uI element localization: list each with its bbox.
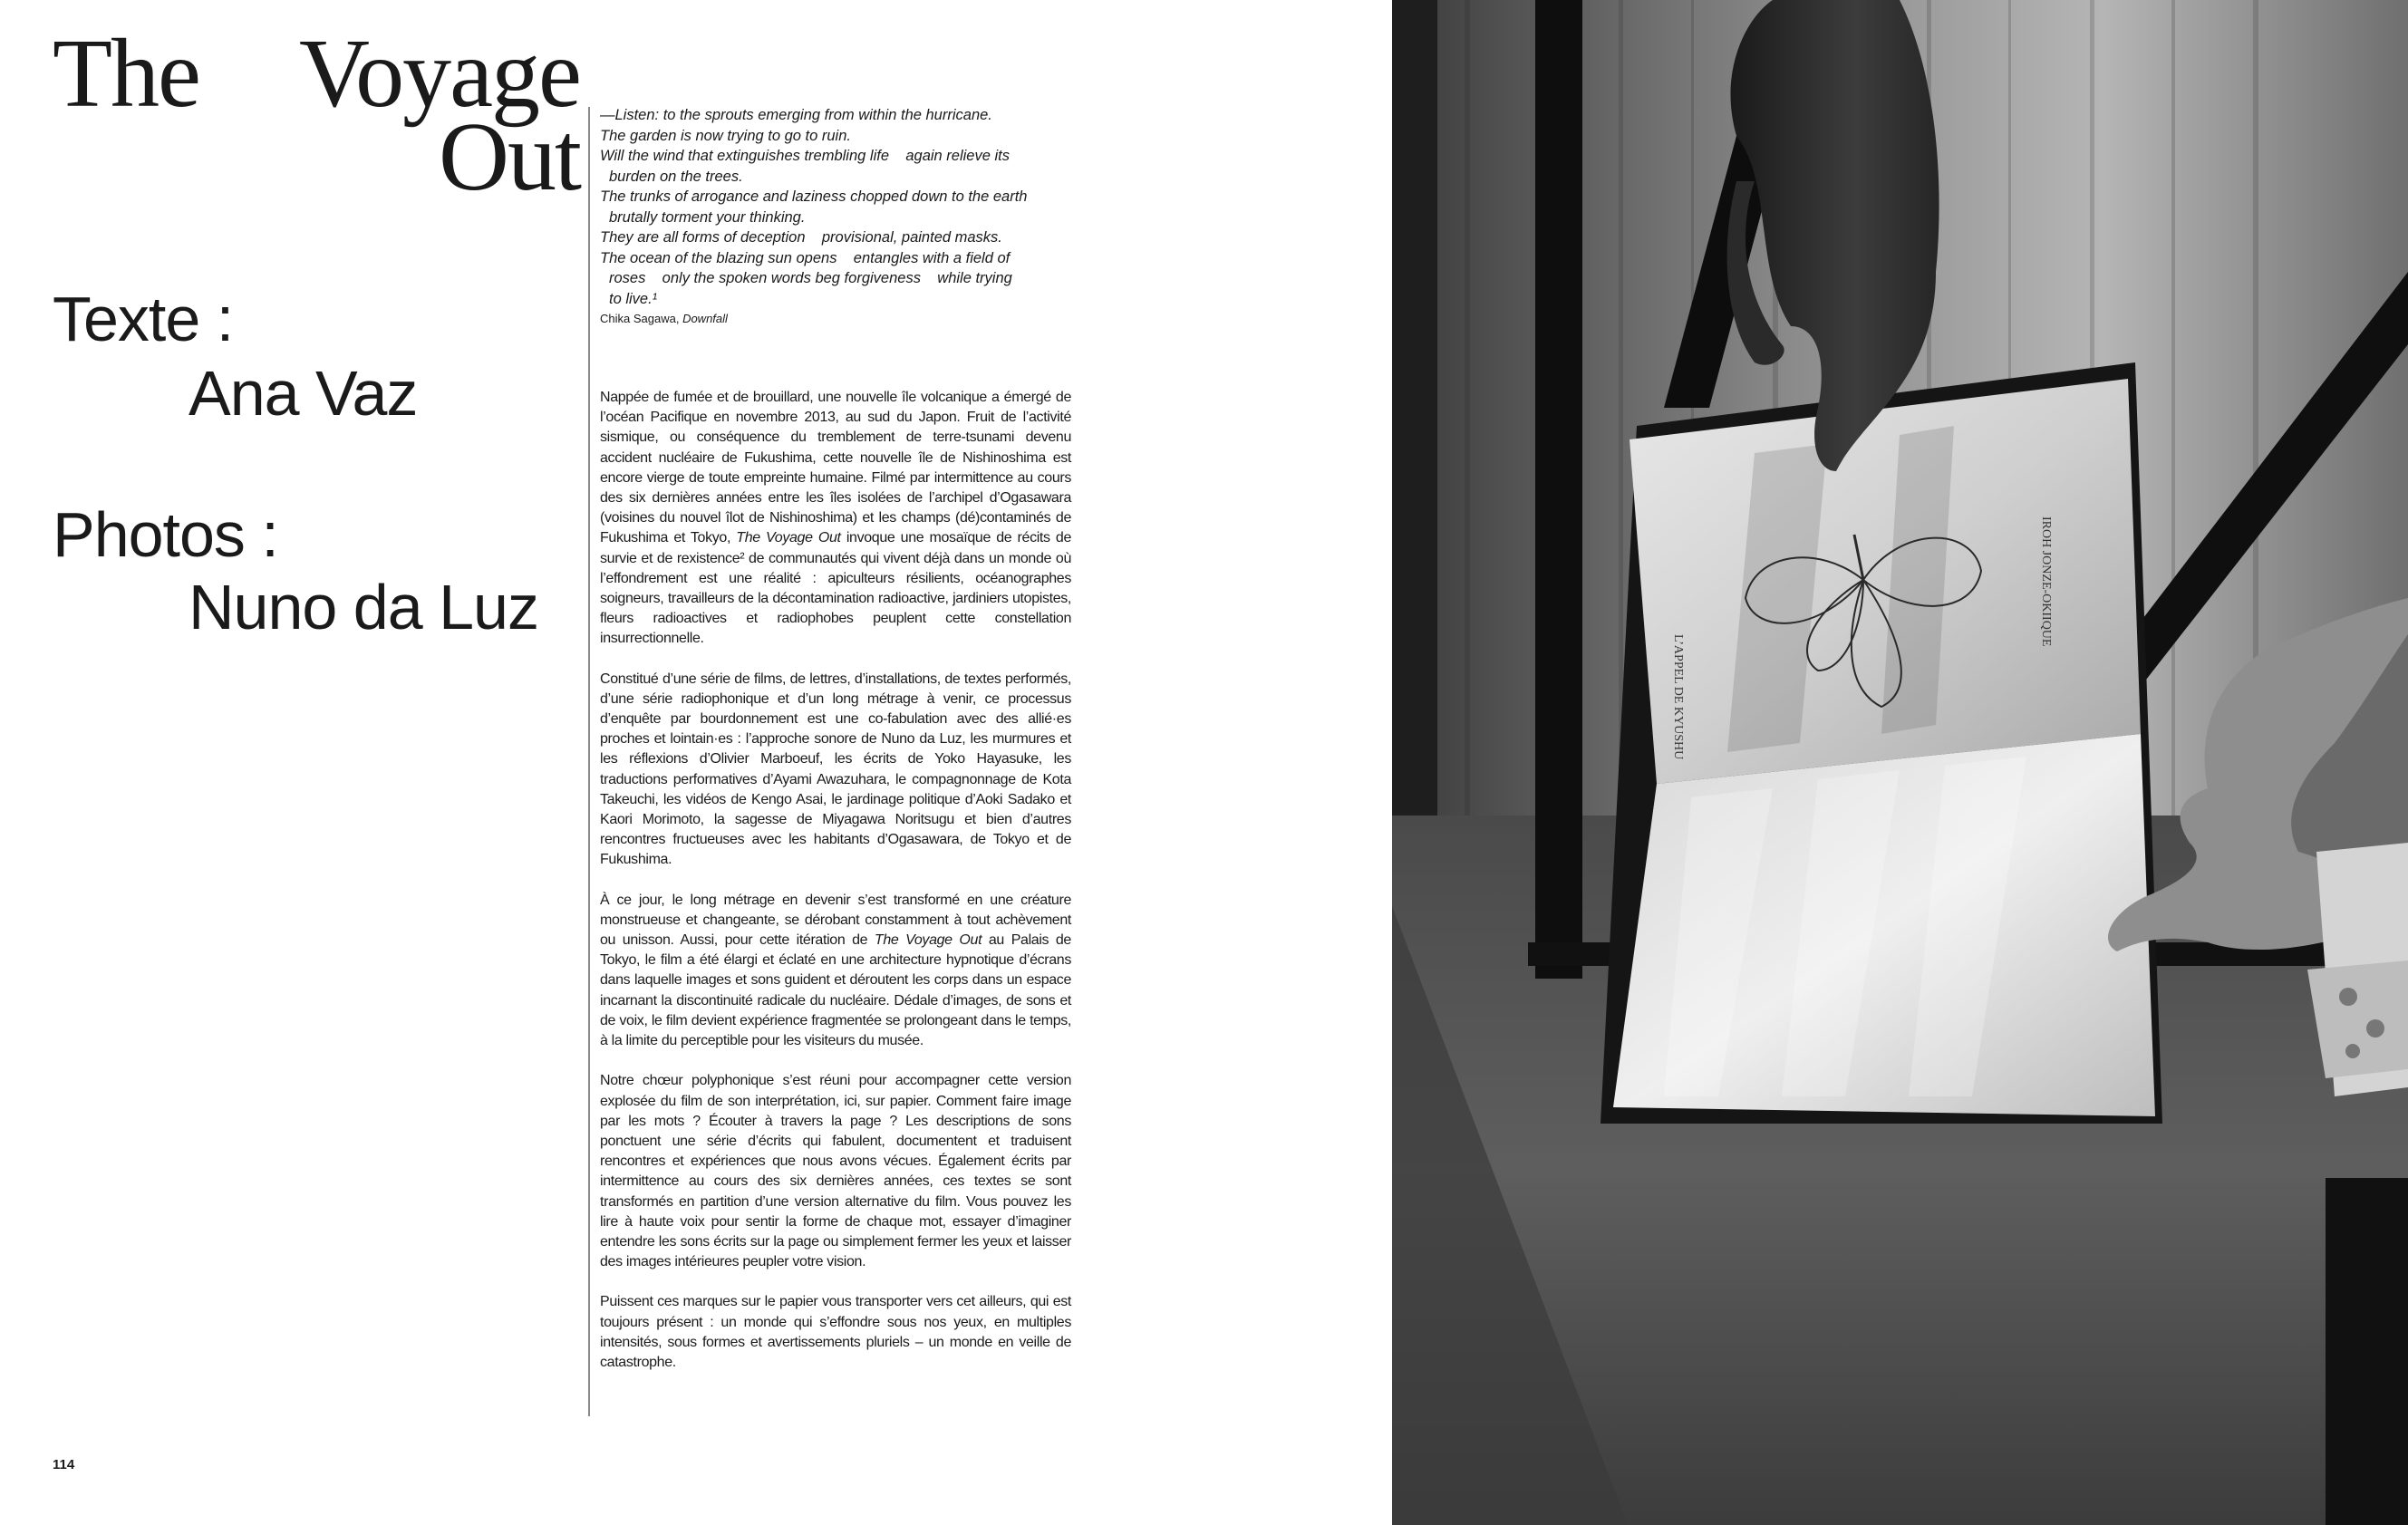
- body-text-span: À ce jour, le long métrage en devenir s’est transformé en une créature monstrueuse et changeante, se dérobant constamment à tout achèvement ou unisson. Aussi, pour cette itération de: [600, 892, 1071, 949]
- epigraph-line: roses only the spoken words beg forgiveness while trying: [609, 270, 1012, 286]
- epigraph-line: The garden is now trying to go to ruin.: [600, 127, 851, 144]
- body-text-span: au Palais de Tokyo, le film a été élargi et éclaté en une architecture hypnotique d’écrans dans laquelle images et sons guident et déroutent les corps dans un espace incarnant la discontinuité radicale du nucléaire. Dédale d’images, de sons et de voix, le film devient expérience fragmentée se prolongeant dans le temps, à la limite du perceptible pour les visiteurs du musée.: [600, 932, 1071, 1049]
- epigraph-line: —Listen: to the sprouts emerging from within the hurricane.: [600, 107, 992, 123]
- column-divider: [588, 107, 590, 1416]
- book-page-text: IROH JONZE-OKIIQUE: [2039, 516, 2053, 647]
- open-book: [1600, 362, 2162, 1124]
- title-word-out: Out: [439, 103, 580, 211]
- text-credit-name: Ana Vaz: [189, 358, 418, 429]
- epigraph-line: burden on the trees.: [609, 168, 743, 185]
- body-paragraph: Constitué d’une série de films, de lettres, d’installations, de textes performés, d’une série radiophonique et d’un long métrage à venir, ce processus d’enquête par bourdonnement est une co-fabulation avec des allié·es proches et lointain·es : l’approche sonore de Nuno da Luz, les murmures et les réflexions d’Olivier Marboeuf, les écrits de Yoko Hayasuke, les traductions performatives d’Ayami Awazuhara, le compagnonnage de Kota Takeuchi, les vidéos de Kengo Asai, le jardinage politique d’Aoki Sadako et Kaori Morimoto, la sagesse de Miyagawa Noritsugu et bien d’autres rencontres fructueuses avec les habitants d’Ogasawara, de Tokyo et de Fukushima.: [600, 671, 1071, 868]
- body-paragraph: [600, 388, 1071, 650]
- pamphlet-stack: [2307, 843, 2408, 1096]
- photo-credit-label: Photos :: [53, 499, 278, 570]
- body-paragraph: Notre chœur polyphonique s’est réuni pour accompagner cette version explosée du film de son interprétation, ici, sur papier. Comment faire image par les mots ? Écouter à travers la page ? Les descriptions de sons ponctuent une série d’écrits qui fabulent, documentent et traduisent rencontres et expériences que nous avons vécues. Également écrits par intermittence au cours des six dernières années, ces textes se sont transformés en partition d’une version alternative du film. Vous pouvez les lire à haute voix pour sentir la forme de chaque mot, essayer d’imaginer entendre les sons écrits sur la page ou simplement fermer les yeux et laisser des images intérieures peupler votre vision.: [600, 1073, 1071, 1270]
- italic-title: The Voyage Out: [874, 932, 982, 949]
- body-paragraph: [600, 891, 1071, 1052]
- text-credit-label: Texte :: [53, 284, 234, 354]
- body-text: [600, 388, 1071, 1393]
- epigraph-line: to live.¹: [609, 290, 658, 307]
- body-paragraph: Puissent ces marques sur le papier vous transporter vers cet ailleurs, qui est toujours présent : un monde qui s’effondre sous nos yeux, en multiples intensités, sous formes et avertissements pluriels – un monde en veille de catastrophe.: [600, 1294, 1071, 1370]
- page-number: 114: [53, 1457, 75, 1472]
- title-word-the: The: [53, 20, 199, 128]
- photo-hands-holding-book: [1392, 0, 2408, 1525]
- ladder-rail-left: [1535, 0, 1582, 979]
- epigraph-source: [600, 309, 1107, 329]
- epigraph-author: Chika Sagawa,: [600, 312, 683, 325]
- epigraph-line: Will the wind that extinguishes trembling life again relieve its: [600, 148, 1010, 164]
- epigraph-line: The ocean of the blazing sun opens entangles with a field of: [600, 249, 1011, 266]
- photo-credit-name: Nuno da Luz: [189, 572, 538, 642]
- epigraph-line: They are all forms of deception provisional, painted masks.: [600, 229, 1002, 246]
- article-title: [53, 20, 580, 211]
- epigraph-line: The trunks of arrogance and laziness chopped down to the earth: [600, 188, 1028, 205]
- body-text-span: Nappée de fumée et de brouillard, une nouvelle île volcanique a émergé de l’océan Pacifique en novembre 2013, au sud du Japon. Fruit de l’activité sismique, ou conséquence du tremblement de terre-tsunami devenu accident nucléaire de Fukushima, cette nouvelle île de Nishinoshima est encore vierge de toute empreinte humaine. Filmé par intermittence au cours des six dernières années entre les îles isolées de l’archipel d’Ogasawara (voisines du nouvel îlot de Nishinoshima) et les champs (dé)contaminés de Fukushima et Tokyo,: [600, 390, 1071, 546]
- epigraph-work-title: Downfall: [682, 312, 728, 325]
- body-text-span: invoque une mosaïque de récits de survie et de rexistence² de communautés qui vivent déjà dans un monde où l’effondrement est une réalité : apiculteurs résilients, océanographes soigneurs, travailleurs de la décontamination radioactive, jardiniers utopistes, fleurs radioactives et radiophobes peuplent cette constellation insurrectionnelle.: [600, 530, 1071, 647]
- title-word-voyage: Voyage: [299, 20, 580, 128]
- dark-object: [2326, 1178, 2408, 1525]
- book-spine-text: L’APPEL DE KYUSHU: [1671, 634, 1685, 760]
- italic-title: The Voyage Out: [736, 530, 841, 546]
- epigraph: [600, 105, 1107, 329]
- epigraph-line: brutally torment your thinking.: [609, 208, 806, 226]
